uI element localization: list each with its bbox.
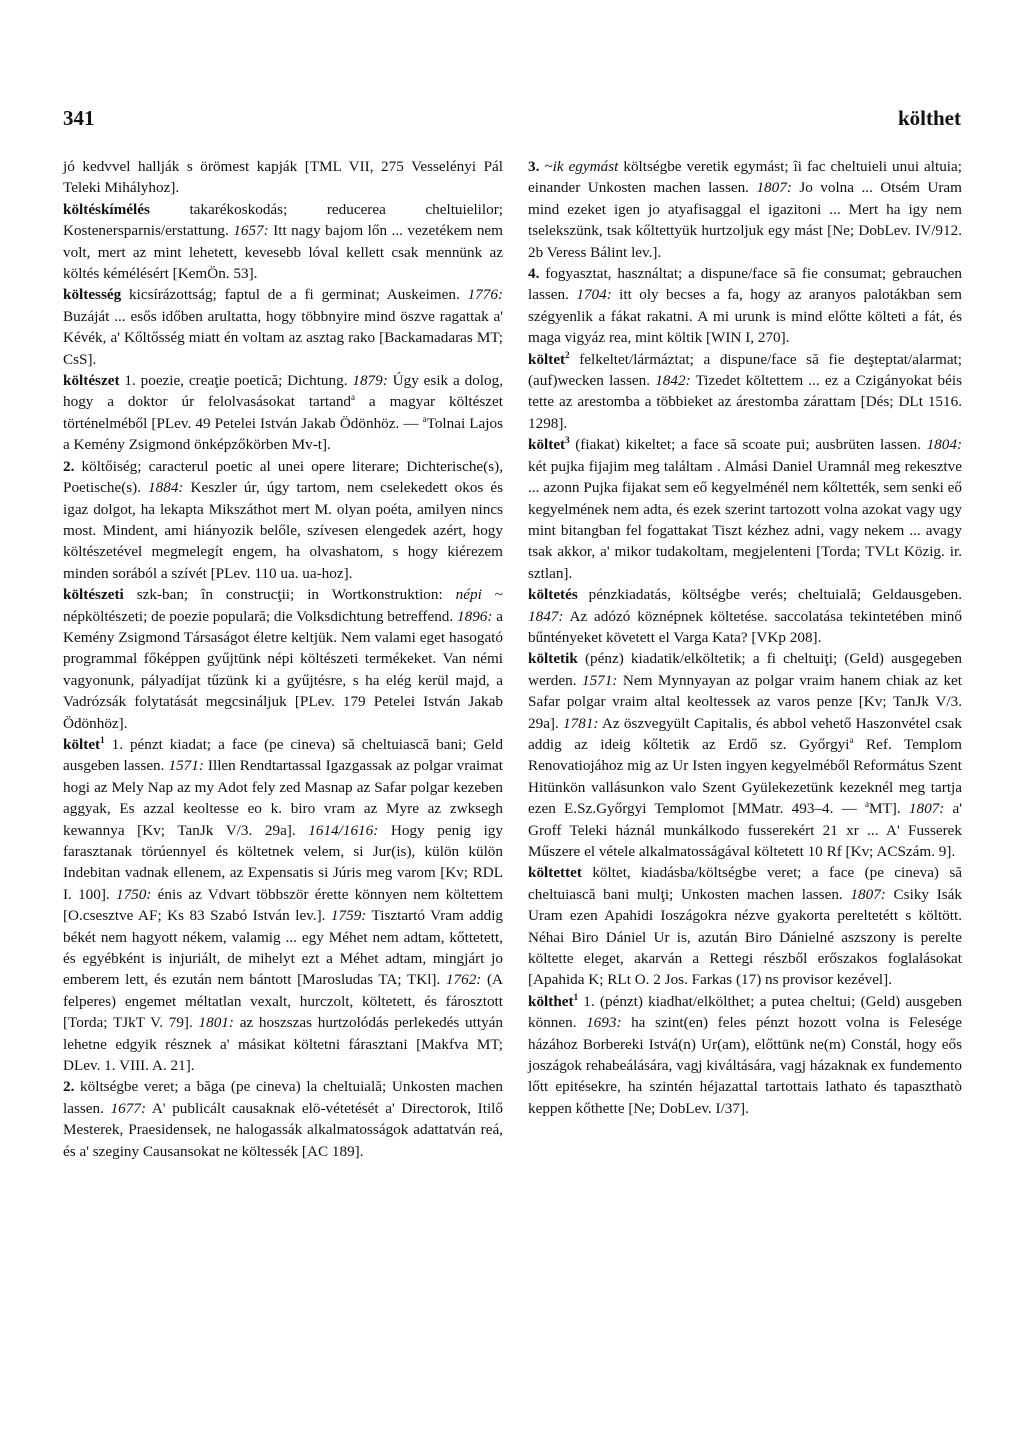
footnote-mark: a xyxy=(422,413,427,424)
entry-text: Nem Mynnyayan az polgar vraim hanem chiak az ket Safar polgar vraim altal keoltessek az varos penze [Kv; TanJk V/3. 29a]. xyxy=(528,671,962,732)
entry-text: felkeltet/lármáztat; a dispune/face să fie deşteptat/alarmat; (auf)wecken lassen. xyxy=(528,350,962,390)
entry-text: ha szint(en) feles pénzt hozott volna is Felesége házához Borbereki Istvá(n) Ur(am), előttünk ne(m) Constál, hogy eős joszágok rehabeálására, vagj kiváltására, vagj házaknak ex fundemento lőtt epitésekre, ha szintén héjazattal tartottais lathato és tapaszthatò keppen kőthette [Ne; DobLev. I/37]. xyxy=(528,1014,962,1117)
sense-number: 3. xyxy=(528,158,540,175)
year: 1801: xyxy=(198,1014,234,1032)
entry-text: szk-ban; în construcţii; in Wortkonstruktion: xyxy=(123,586,456,604)
headword: költetik xyxy=(528,650,578,668)
footnote-mark: a xyxy=(351,392,356,403)
year: 1842: xyxy=(655,372,691,390)
year: 1879: xyxy=(352,372,388,390)
entry-text: pénzkiadatás, költségbe verés; cheltuială; Geldausgeben. xyxy=(577,586,962,604)
year: 1847: xyxy=(528,607,564,625)
headword: költet xyxy=(63,735,101,753)
headword: költészet xyxy=(63,372,120,390)
year: 1884: xyxy=(148,479,184,497)
entry-text: a' Groff Teleki háznál munkálkodo fusserekért 21 xr ... A' Fusserek Műszere el vétele alkalmatosságával költetett 10 Rf [Kv; ACSzám. 9]. xyxy=(528,800,963,860)
year: 1571: xyxy=(581,671,618,689)
entry-text: (pénz) kiadatik/elköltetik; a fi cheltuiţi; (Geld) ausgegeben werden. xyxy=(528,650,962,689)
entry-koltettet xyxy=(528,862,962,990)
entry-text: (fiakat) kikeltet; a face să scoate pui; ausbrüten lassen. xyxy=(569,436,927,454)
entry-koltet-1-cont xyxy=(528,156,962,349)
year: 1776: xyxy=(467,286,503,304)
entry-text: Ref. Templom Renovatiojához mig az Ur Isten ingyen kegyelméből Református Szent Hitünkön vallásunkon valo Szent Gyülekezetünk kezeknél meg tartja ezen E.Sz.Győrgyi Templomot [MMatr. 493–4. — xyxy=(528,735,962,818)
entry-text: kicsírázottság; faptul de a fi germinat; Auskeimen. xyxy=(121,286,468,304)
entry-text: Úgy esik a dolog, hogy a doktor úr felolvasásokat tartand xyxy=(63,372,503,411)
headword: költesség xyxy=(63,286,122,304)
entry-koltészet xyxy=(63,370,503,584)
headword: költéskímélés xyxy=(63,200,150,218)
year: 1781: xyxy=(563,714,599,732)
entry-text: (A felperes) engemet méltatlan vexalt, hurczolt, költetett, és fárosztott [Torda; TJkT V. 79]. xyxy=(63,971,503,1032)
entry-text: 1. poezie, creaţie poetică; Dichtung. xyxy=(119,372,353,390)
entry-text: 1. pénzt kiadat; a face (pe cineva) să cheltuiască bani; Geld ausgeben lassen. xyxy=(63,735,503,775)
entry-text: MT]. xyxy=(869,800,909,818)
right-column xyxy=(528,156,962,1119)
entry-text: Tizedet költettem ... ez a Czigányokat béis tette az arestomba a többieket az árestomba zárattam [Dés; DLt 1516. 1298]. xyxy=(528,372,962,432)
entry-text: ~ népköltészeti; de poezie populară; die Volksdichtung betreffend. xyxy=(63,586,503,625)
entry-text: Itt nagy bajom lőn ... vezetékem nem volt, mert az mint lehetett, kevesebb lóval kellett csak mennünk az költés kémélésért [KemÖn. 53]. xyxy=(63,222,503,283)
entry-text: költet, kiadásba/költségbe veret; a face (pe cineva) să cheltuiască bani mulţi; Unkosten machen lassen. xyxy=(528,864,962,903)
left-column xyxy=(63,156,503,1162)
entry-text: költségbe veretik egymást; îi fac cheltuieli unui altuia; einander Unkosten machen lassen. xyxy=(528,158,962,197)
homonym-number: 1 xyxy=(573,991,579,1002)
year: 1804: xyxy=(926,436,962,454)
year: 1807: xyxy=(908,800,945,818)
entry-text: Keszler úr, úgy tartom, nem cselekedett okos és igaz dolgot, ha lekapta Mikszáthot mert M. olyan poéta, amilyen nincs most. Mindent, ami hiányozik belőle, szívesen elengedek azért, hogy költészetével megmelegít engem, ha olvashatom, s hogy kiérezem minden sorából a szívét [PLev. 110 ua. ua-hoz]. xyxy=(63,479,503,582)
entry-koltet-3 xyxy=(528,434,962,584)
entry-text: két pujka fijajim meg találtam . Almási Daniel Uramnál meg rekesztve ... azonn Pujka fijakat sem eő kegyelménél nem kőltették, sem senki eő kegyelmének nem adta, és ezek szerint tartozott volna azokat vagy ugy mint bitangban fel fogattakat Tiszt kézhez adni, vagy nekem ... avagy tsak akkor, a' mikor tudakoltam, megjelenteni [Torda; TVLt Közig. ir. sztlan]. xyxy=(528,457,962,582)
entry-koltészeti xyxy=(63,584,503,734)
entry-text: költőiség; caracterul poetic al unei opere literare; Dichterische(s), Poetische(s). xyxy=(63,457,503,497)
homonym-number: 2 xyxy=(565,349,570,360)
headword: költet xyxy=(528,436,566,454)
entry-text: jó kedvvel hallják s örömest kapják [TML VII, 275 Vesselényi Pál Teleki Mihályhoz]. xyxy=(63,158,503,197)
entry-text: költségbe veret; a băga (pe cineva) la cheltuială; Unkosten machen lassen. xyxy=(63,1078,503,1117)
entry-text: énis az Vdvart többször érette könnyen nem költettem [O.csesztve AF; Ks 83 Szabó István lev.]. xyxy=(63,885,503,925)
year: 1807: xyxy=(850,885,886,903)
entry-text: a Kemény Zsigmond Társaságot életre keltjük. Nem valami eget hasogató programmal főképpen gyűjtünk népi költészeti termékeket. Van némi vagyonunk, pályadíjat tűzünk ki a gyűjtésre, s ha elég kerül majd, a Vadrózsák folytatását megcsináljuk [PLev. 179 Petelei István Jakab Ödönhöz]. xyxy=(63,607,503,732)
italic-term: népi xyxy=(455,586,482,604)
entry-text: Illen Rendtartassal Igazgassak az polgar vraimat hogi az Mely Nap az my Adot fely zed Masnap az Safar polgar kezeben aggyak, Es azzal keoltesse eo k. biro vram az Myre az zwksegh kewannya [Kv; TanJk V/3. 29a]. xyxy=(63,757,503,839)
entry-text: Tisztartó Vram addig békét nem hagyott nékem, valamig ... egy Méhet nem adtam, kőttetett, és egyébként is injuriált, de mihelyt ezt a Méhet adtam, mingjárt jo emberem lett, és ezután nem bántott [Marosludas TA; TKl]. xyxy=(63,907,504,989)
entry-text: a magyar költészet történelméből [PLev. 49 Petelei István Jakab Ödönhöz. — xyxy=(63,393,504,432)
headword: költet xyxy=(528,350,566,368)
entry-text: Az adózó köznépnek költetése. saccolatása tekintetében minő bűntényeket követett el Varga Kata? [VKp 208]. xyxy=(528,607,962,646)
footnote-mark: a xyxy=(849,734,854,745)
year: 1750: xyxy=(115,885,152,903)
year: 1896: xyxy=(457,607,493,625)
entry-text: fogyasztat, használtat; a dispune/face să fie consumat; gebrauchen lassen. xyxy=(528,265,962,304)
entry-text: Hogy penig igy farasztanak törúennyel és költetnek velem, si Jur(is), külön külön Indebitan vadnak ellenem, az Expensatis si Júris meg varom [Kv; RDL I. 100]. xyxy=(63,821,503,903)
entry-koltesseg xyxy=(63,284,503,370)
entry-text: az hoszszas hurtzolódás perlekedés uttyán lehetne edgyik résznek a' másikat költetni fárasztani [Makfva MT; DLev. 1. VIII. A. 21]. xyxy=(63,1014,504,1075)
year: 1807: xyxy=(756,179,792,197)
entry-koltetik xyxy=(528,648,962,862)
entry-text: Tolnai Lajos a Kemény Zsigmond önképzőkörben Mv-t]. xyxy=(63,414,503,454)
year: 1693: xyxy=(586,1014,622,1032)
year: 1704: xyxy=(576,286,612,304)
homonym-number: 1 xyxy=(100,734,105,745)
italic-term: ~ik egymást xyxy=(544,158,619,175)
entry-koltet-1 xyxy=(63,734,503,1162)
headword: költészeti xyxy=(63,586,124,604)
headword: költhet xyxy=(528,992,574,1010)
headword: költettet xyxy=(528,864,582,882)
homonym-number: 3 xyxy=(565,435,570,446)
entry-koltéskímélés xyxy=(63,199,503,285)
year: 1759: xyxy=(330,907,367,925)
sense-number: 2. xyxy=(63,1078,75,1096)
entry-kolthet-1 xyxy=(528,991,962,1119)
entry-text: A' publicált causaknak elö-vétetését a' Directorok, Itilő Mesterek, Praesidensek, ne halogassák alkalmatosságok adattatván reá, és a' szeginy Causansokat ne költessék [AC 189]. xyxy=(63,1099,503,1160)
entry-text: takarékoskodás; reducerea cheltuielilor; Kostenersparnis/erstattung. xyxy=(63,200,503,240)
page-number: 341 xyxy=(63,106,95,130)
running-head: költhet xyxy=(898,106,961,130)
year: 1571: xyxy=(168,757,204,775)
sense-number: 4. xyxy=(528,265,540,283)
entry-text: itt oly becses a fa, hogy az aranyos palotákban sem szégyenlik a fákat rakatni. A mi urunk is mind előtte költeti a fát, és maga vigyáz rea, mint költik [WIN I, 270]. xyxy=(528,286,962,347)
entry-continuation xyxy=(63,156,503,199)
entry-text: Az öszvegyült Capitalis, és abbol vehető Haszonvétel csak addig az ideig kőltetik az Erdő sz. Győrgyi xyxy=(528,714,962,753)
headword: költetés xyxy=(528,586,578,604)
entry-koltetes xyxy=(528,584,962,648)
year: 1677: xyxy=(110,1099,147,1117)
year: 1657: xyxy=(233,222,269,240)
page-header xyxy=(63,106,961,136)
entry-text: Csiky Isák Uram ezen Apahidi Ioszágokra nézve gyakorta pereltetétt s költött. Néhai Biro Dániel Ur is, azután Biro Dánielné aszszony is perelte költette eleget, akarván a Rettegi részből erőszakos foglalásokat [Apahida K; RLt O. 2 Jos. Farkas (17) ns provisor kezével]. xyxy=(528,885,962,989)
entry-text: Jo volna ... Otsém Uram mind ezeket igen jo atyafisaggal el igazitoni ... Mert ha igy nem tselekszünk, tsak kőltettyük hurtzoljuk egy mást [Ne; DobLev. IV/912. 2b Veress Bálint lev.]. xyxy=(528,179,962,261)
entry-text: 1. (pénzt) kiadhat/elkölthet; a putea cheltui; (Geld) ausgeben können. xyxy=(528,992,962,1032)
entry-text: Buzáját ... esős időben arultatta, hogy többnyire mind öszve ragattak a' Kévék, a' Kőltősség miatt én voltam az asztag rako [Backamadaras MT; CsS]. xyxy=(63,307,503,368)
footnote-mark: a xyxy=(865,799,870,810)
entry-koltet-2 xyxy=(528,349,962,435)
sense-number: 2. xyxy=(63,457,75,475)
year: 1762: xyxy=(445,971,482,989)
year: 1614/1616: xyxy=(308,821,379,839)
